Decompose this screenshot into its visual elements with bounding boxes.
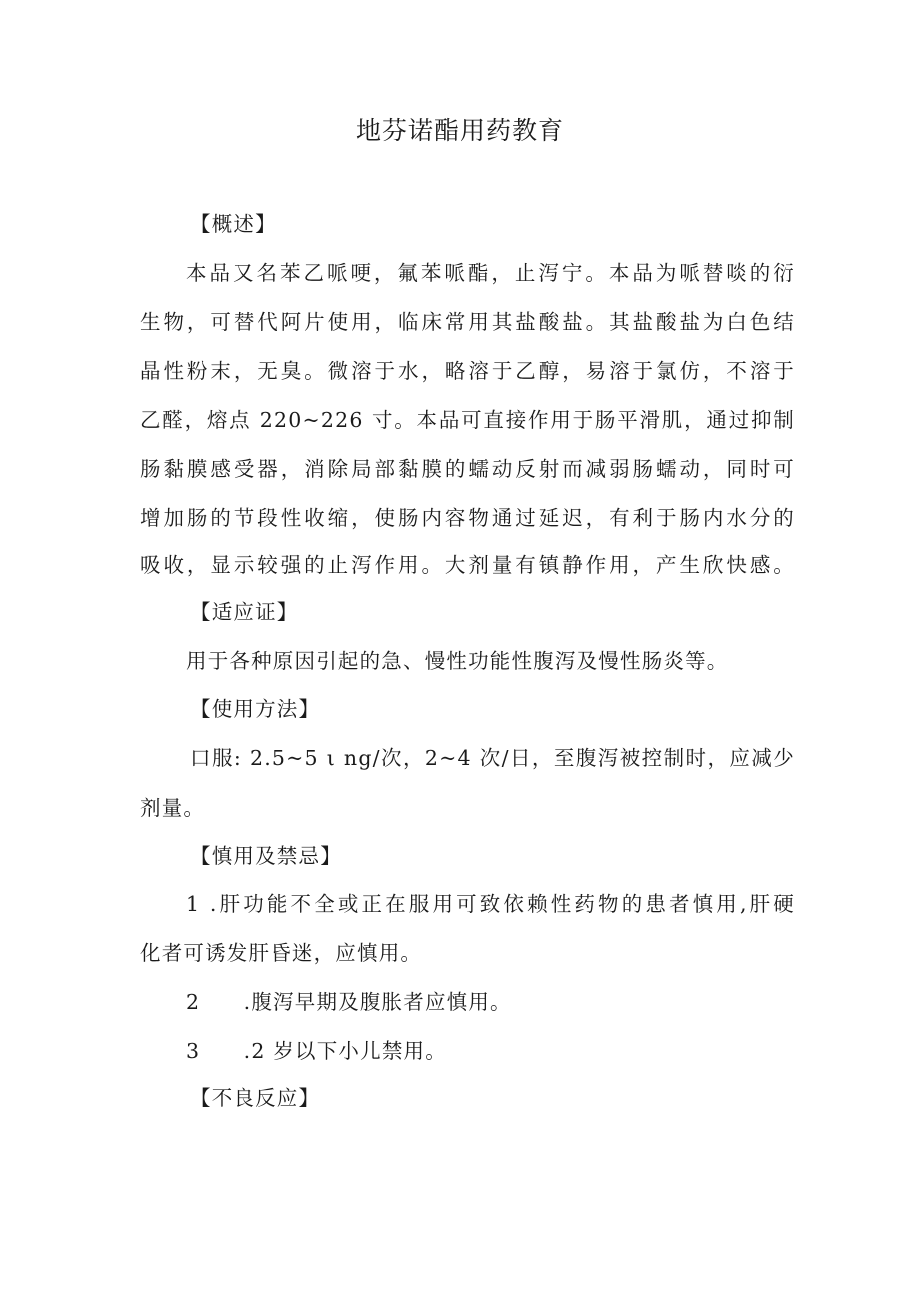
document-title: 地芬诺酯用药教育 [355,116,564,145]
paragraph-line: 肠黏膜感受器，消除局部黏膜的蠕动反射而减弱肠蠕动，同时可 [140,457,795,481]
list-item: 1 .肝功能不全或正在服用可致依赖性药物的患者慎用,肝硬 [186,892,795,916]
paragraph-line: 用于各种原因引起的急、慢性功能性腹泻及慢性肠炎等。 [186,649,729,673]
list-item: 2 .腹泻早期及腹胀者应慎用。 [186,990,512,1014]
paragraph-line: 口服: 2.5~5 ι ng/次，2~4 次/日，至腹泻被控制时，应减少 [190,746,795,770]
section-heading-cautions: 【慎用及禁忌】 [190,844,342,868]
list-item: 3 .2 岁以下小儿禁用。 [186,1039,447,1063]
section-heading-overview: 【概述】 [190,212,277,236]
section-heading-adverse: 【不良反应】 [190,1086,321,1110]
paragraph-line: 晶性粉末，无臭。微溶于水，略溶于乙醇，易溶于氯仿，不溶于 [140,359,795,383]
paragraph-line: 乙醛，熔点 220~226 寸。本品可直接作用于肠平滑肌，通过抑制 [140,408,795,432]
paragraph-line: 本品又名苯乙哌哽，氟苯哌酯，止泻宁。本品为哌替啖的衍 [186,261,795,285]
list-item-continuation: 化者可诱发肝昏迷，应慎用。 [140,941,423,965]
section-heading-indications: 【适应证】 [190,600,299,624]
paragraph-line: 生物，可替代阿片使用，临床常用其盐酸盐。其盐酸盐为白色结 [140,310,795,334]
section-heading-usage: 【使用方法】 [190,697,321,721]
paragraph-line: 吸收，显示较强的止泻作用。大剂量有镇静作用，产生欣快感。 [140,553,795,577]
paragraph-line: 增加肠的节段性收缩，使肠内容物通过延迟，有利于肠内水分的 [140,506,795,530]
paragraph-line: 剂量。 [140,796,206,820]
